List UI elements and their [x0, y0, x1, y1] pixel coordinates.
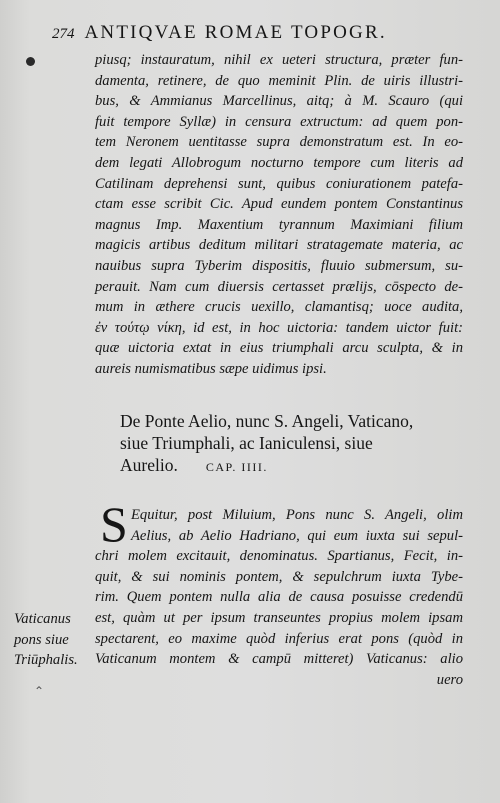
- ink-blot: [26, 57, 35, 66]
- text-line: ctam esse scribit Cic. Apud eundem pontem Constantinus: [95, 196, 463, 213]
- top-text-block: [95, 50, 463, 380]
- text-line: magicis artibus deditum militari stratagemate materia, ac: [95, 237, 463, 254]
- text-line: spectarent, eo maxime quòd inferius erat pons (quòd in: [95, 630, 463, 647]
- chapter-heading-line: De Ponte Aelio, nunc S. Angeli, Vaticano,: [120, 411, 414, 431]
- text-line: fuit tempore Syllæ) in censura extructum: ad quem pon-: [95, 113, 463, 130]
- margin-note-line: pons siue: [14, 631, 69, 648]
- chapter-heading-line-last: [120, 454, 460, 478]
- text-line: perauit. Nam cum diuersis certasset prælijs, cōspecto de-: [95, 278, 463, 295]
- pencil-mark: ⌃: [34, 684, 45, 698]
- text-line: ἐν τούτῳ νίκη, id est, in hoc uictoria: tandem uictor fuit:: [95, 319, 463, 336]
- text-line: damenta, retinere, de quo meminit Plin. de uiris illustri-: [95, 72, 463, 89]
- text-line: mum in æthere crucis uexillo, clamantisq; uoce audita,: [95, 299, 463, 316]
- chapter-heading-line: Aurelio.: [120, 455, 178, 475]
- drop-cap: S: [100, 496, 128, 552]
- text-line: piusq; instauratum, nihil ex ueteri structura, præter fun-: [95, 52, 463, 68]
- text-line: Catilinam deprehensi sunt, quibus coniurationem patefa-: [95, 175, 463, 192]
- text-line: quit, & sui nominis pontem, & sepulchrum iuxta Tybe-: [95, 568, 463, 585]
- text-line: nauibus supra Tyberim dispositis, fluuio submersum, su-: [95, 257, 463, 274]
- running-title: ANTIQVAE ROMAE TOPOGR.: [84, 22, 387, 43]
- text-line: bus, & Ammianus Marcellinus, aitq; à M. Scauro (qui: [95, 93, 463, 110]
- text-line: magnus Imp. Maxentium tyrannum Maximiani filium: [95, 216, 463, 233]
- page-number: 274: [52, 26, 75, 42]
- catchword: uero: [436, 671, 463, 688]
- margin-note-line: Vaticanus: [14, 611, 71, 627]
- text-line: Aelius, ab Aelio Hadriano, qui eum iuxta sui sepul-: [131, 527, 463, 544]
- text-line: chri molem excitauit, denominatus. Spartianus, Fecit, in-: [95, 548, 463, 565]
- chapter-number: CAP. IIII.: [205, 460, 268, 474]
- text-line: aureis numismatibus sæpe uidimus ipsi.: [95, 360, 327, 377]
- text-line: rim. Quem pontem nulla alia de causa posuisse credendū: [95, 589, 463, 606]
- margin-note: [14, 609, 94, 671]
- running-header: [52, 22, 462, 44]
- text-line: tem Neronem uentitasse supra demonstratum est. In eo-: [95, 134, 463, 151]
- text-line: dem legati Allobrogum nocturno tempore cum literis ad: [95, 154, 463, 171]
- chapter-heading-line: siue Triumphali, ac Ianiculensi, siue: [120, 433, 373, 453]
- chapter-paragraph: [95, 505, 463, 690]
- text-line: est, quàm ut per ipsum transeuntes propius molem ipsam: [95, 609, 463, 626]
- margin-note-line: Triūphalis.: [14, 652, 78, 668]
- text-line: Vaticanum montem & campū mitteret) Vaticanus: alio: [95, 651, 463, 668]
- text-line: Equitur, post Miluium, Pons nunc S. Angeli, olim: [131, 507, 463, 523]
- chapter-heading: [120, 410, 460, 478]
- text-line: quæ uictoria extat in eius triumphali arcu sculpta, & in: [95, 340, 463, 357]
